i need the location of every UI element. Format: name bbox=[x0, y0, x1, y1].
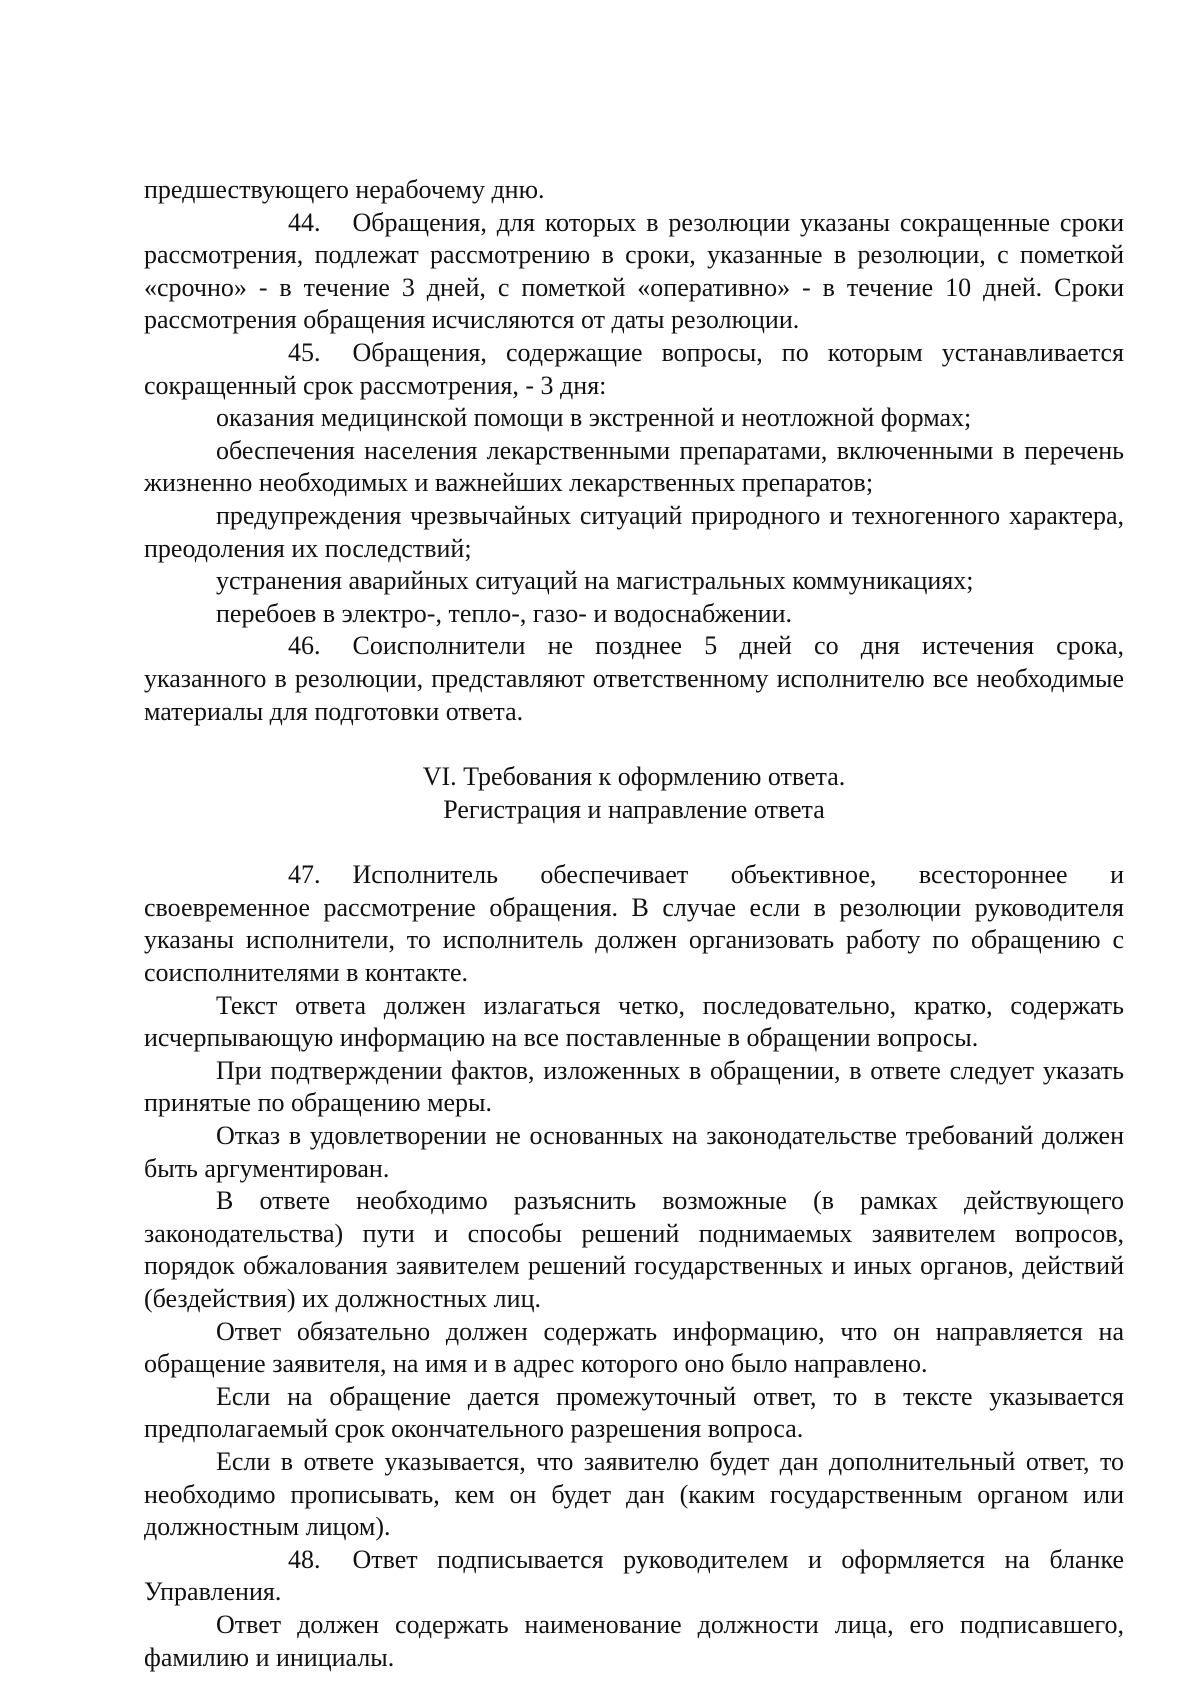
paragraph-text: Соисполнители не позднее 5 дней со дня истечения срока, указанного в резолюции, представляют ответственному исполнителю все необходимые материалы для подготовки ответа. bbox=[144, 631, 1124, 726]
paragraph-47 bbox=[144, 859, 1124, 989]
list-item bbox=[144, 402, 1124, 435]
paragraph-number: 48. bbox=[288, 1544, 321, 1574]
paragraph-text: предшествующего нерабочему дню. bbox=[144, 175, 545, 204]
paragraph-46 bbox=[144, 630, 1124, 728]
paragraph-44 bbox=[144, 207, 1124, 337]
paragraph bbox=[144, 1446, 1124, 1544]
paragraph-text: При подтверждении фактов, изложенных в обращении, в ответе следует указать принятые по обращению меры. bbox=[144, 1055, 1124, 1118]
paragraph-text: Если на обращение дается промежуточный ответ, то в тексте указывается предполагаемый срок окончательного разрешения вопроса. bbox=[144, 1381, 1124, 1444]
paragraph bbox=[144, 1609, 1124, 1674]
paragraphs-top bbox=[144, 174, 1124, 728]
paragraph-number: 45. bbox=[288, 337, 321, 367]
paragraph-45 bbox=[144, 337, 1124, 402]
paragraph-text: Ответ обязательно должен содержать информацию, что он направляется на обращение заявителя, на имя и в адрес которого оно было направлено. bbox=[144, 1316, 1124, 1379]
paragraph-text: Исполнитель обеспечивает объективное, всестороннее и своевременное рассмотрение обращения. В случае если в резолюции руководителя указаны исполнители, то исполнитель должен организовать работу по обращению с соисполнителями в контакте. bbox=[144, 860, 1124, 988]
paragraph-text: В ответе необходимо разъяснить возможные (в рамках действующего законодательства) пути и способы решений поднимаемых заявителем вопросов, порядок обжалования заявителем решений государственных и иных органов, действий (бездействия) их должностных лиц. bbox=[144, 1186, 1124, 1313]
paragraph bbox=[144, 1120, 1124, 1185]
paragraph-text: устранения аварийных ситуаций на магистральных коммуникациях; bbox=[216, 566, 974, 596]
paragraph-text: оказания медицинской помощи в экстренной и неотложной формах; bbox=[216, 403, 972, 433]
section-heading bbox=[144, 761, 1124, 826]
paragraph-text: Если в ответе указывается, что заявителю будет дан дополнительный ответ, то необходимо прописывать, кем он будет дан (каким государственным органом или должностным лицом). bbox=[144, 1446, 1124, 1542]
paragraph-number: 47. bbox=[288, 860, 321, 890]
list-item bbox=[144, 565, 1124, 598]
section-heading-line-1: VI. Требования к оформлению ответа. bbox=[422, 762, 846, 792]
paragraph-text: предупреждения чрезвычайных ситуаций природного и техногенного характера, преодоления их последствий; bbox=[144, 500, 1124, 563]
paragraph-text: Ответ подписывается руководителем и оформляется на бланке Управления. bbox=[144, 1544, 1124, 1607]
document-page bbox=[144, 174, 1124, 1674]
list-item bbox=[144, 500, 1124, 565]
paragraph bbox=[144, 1316, 1124, 1381]
paragraph-continuation bbox=[144, 174, 1124, 207]
paragraph-text: Обращения, содержащие вопросы, по которым устанавливается сокращенный срок рассмотрения, - 3 дня: bbox=[144, 337, 1124, 400]
paragraphs-bottom bbox=[144, 859, 1124, 1674]
paragraph bbox=[144, 1055, 1124, 1120]
paragraph-text: обеспечения населения лекарственными препаратами, включенными в перечень жизненно необходимых и важнейших лекарственных препаратов; bbox=[144, 435, 1124, 498]
paragraph-text: перебоев в электро-, тепло-, газо- и водоснабжении. bbox=[216, 598, 793, 628]
paragraph bbox=[144, 1381, 1124, 1446]
paragraph bbox=[144, 1185, 1124, 1315]
paragraph-48 bbox=[144, 1544, 1124, 1609]
paragraph-text: Отказ в удовлетворении не основанных на законодательстве требований должен быть аргументирован. bbox=[144, 1121, 1124, 1183]
paragraph-text: Ответ должен содержать наименование должности лица, его подписавшего, фамилию и инициалы. bbox=[144, 1609, 1124, 1672]
paragraph-text: Обращения, для которых в резолюции указаны сокращенные сроки рассмотрения, подлежат рассмотрению в сроки, указанные в резолюции, с пометкой «срочно» - в течение 3 дней, с пометкой «оперативно» - в течение 10 дней. Сроки рассмотрения обращения исчисляются от даты резолюции. bbox=[144, 207, 1124, 335]
paragraph-number: 44. bbox=[288, 207, 321, 237]
section-heading-line-2: Регистрация и направление ответа bbox=[443, 794, 825, 824]
paragraph-number: 46. bbox=[288, 631, 321, 661]
paragraph bbox=[144, 990, 1124, 1055]
list-item bbox=[144, 435, 1124, 500]
paragraph-text: Текст ответа должен излагаться четко, последовательно, кратко, содержать исчерпывающую информацию на все поставленные в обращении вопросы. bbox=[144, 990, 1124, 1053]
list-item bbox=[144, 598, 1124, 631]
